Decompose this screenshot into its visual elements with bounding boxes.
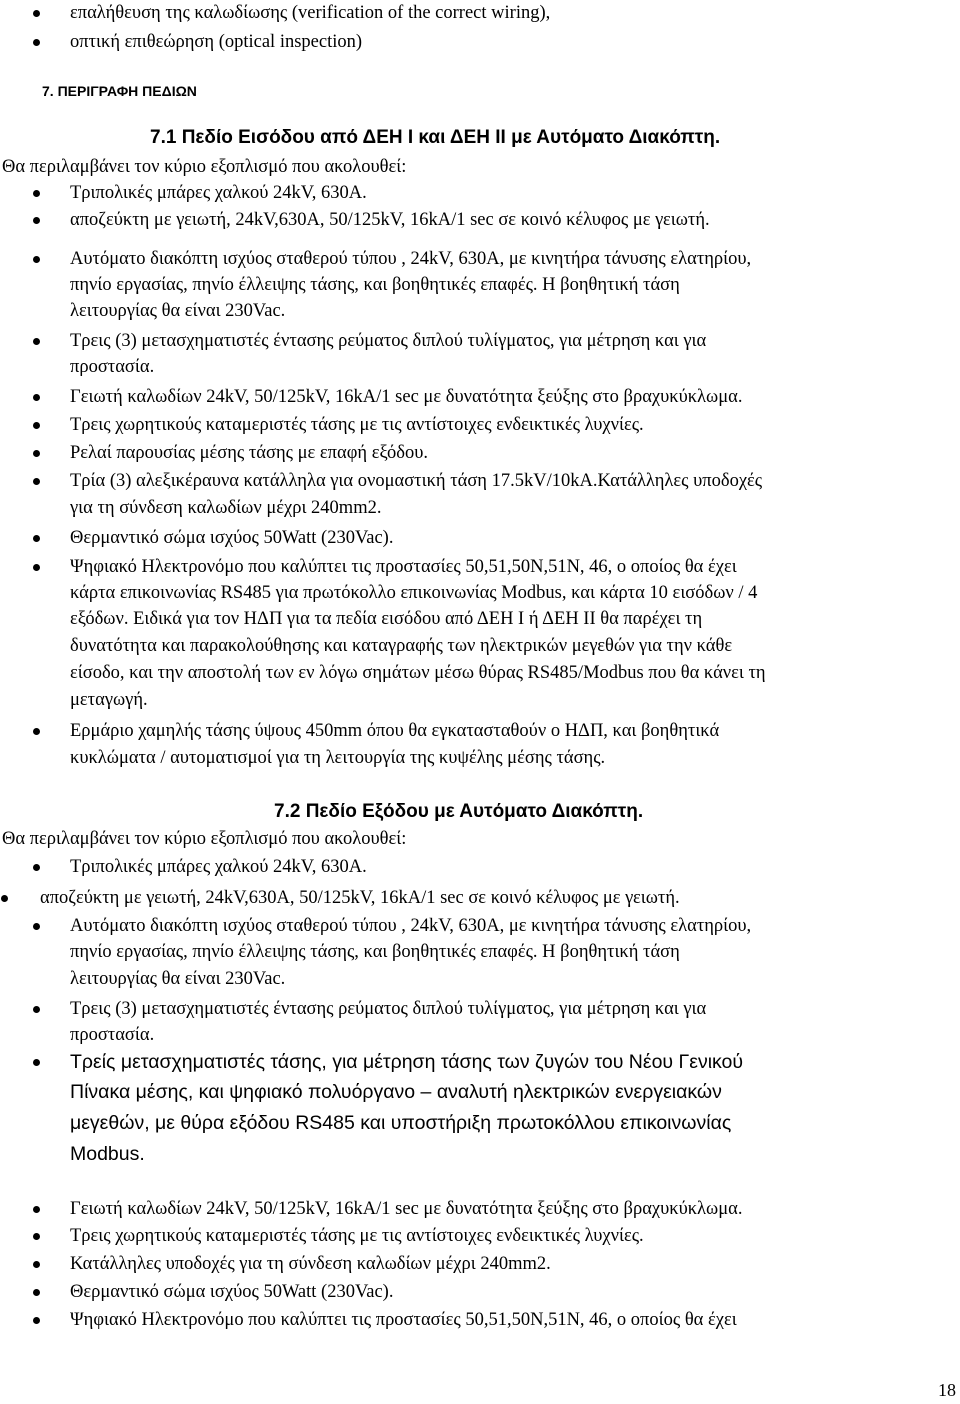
page-number: 18: [938, 1380, 956, 1400]
bullet-icon: [33, 1006, 40, 1013]
bullet-icon: [33, 39, 40, 46]
bullet-icon: [33, 864, 40, 871]
bullet-icon: [33, 923, 40, 930]
bullet-icon: [33, 394, 40, 401]
bullet-icon: [33, 478, 40, 485]
bullet-icon: [33, 422, 40, 429]
bullet-icon: [33, 564, 40, 571]
bullet-icon: [33, 1261, 40, 1268]
bullet-icon: [33, 1206, 40, 1213]
bullet-icon: [33, 1059, 40, 1066]
bullet-icon: [33, 1233, 40, 1240]
bullet-icon: [33, 10, 40, 17]
bullet-icon: [33, 338, 40, 345]
bullet-icon: [33, 190, 40, 197]
bullet-icon: [33, 1289, 40, 1296]
bullet-icon: [33, 256, 40, 263]
bullet-icon: [33, 450, 40, 457]
bullet-icon: [33, 1317, 40, 1324]
bullet-icon: [33, 535, 40, 542]
bullet-icon: [33, 217, 40, 224]
bullet-icon: [1, 895, 8, 902]
bullet-icon: [33, 728, 40, 735]
document-page: επαλήθευση της καλωδίωσης (verification of the correct wiring), οπτική επιθεώρηση (optical inspection) 7. ΠΕΡΙΓΡΑΦΗ ΠΕΔΙΩΝ 7.1 Πεδίο Εισόδου από ΔΕΗ Ι και ΔΕΗ ΙΙ με Αυτόματο Διακόπτη. Θα περιλαμβάνει τον κύριο εξοπλισμό που ακολουθεί: Τριπολικές μπάρες χαλκού 24kV, 630A. αποζεύκτη με γειωτή, 24kV,630A, 50/125kV, 16kA/1 sec σε κοινό κέλυφος με γειωτή. Αυτόματο διακόπτη ισχύος σταθερού τύπου , 24kV, 630A, με κινητήρα τάνυσης ελατηρίου, πηνίο εργασίας, πηνίο έλλειψης τάσης, και βοηθητικές επαφές. Η βοηθητική τάση λειτουργίας θα είναι 230Vac. Τρεις (3) μετασχηματιστές έντασης ρεύματος διπλού τυλίγματος, για μέτρηση και για προστασία. Γειωτή καλωδίων 24kV, 50/125kV, 16kA/1 sec με δυνατότητα ξεύξης στο βραχυκύκλωμα. Τρεις χωρητικούς καταμεριστές τάσης με τις αντίστοιχες ενδεικτικές λυχνίες. Ρελαί παρουσίας μέσης τάσης με επαφή εξόδου. Τρία (3) αλεξικέραυνα κατάλληλα για ονομαστική τάση 17.5kV/10kA.Κατάλληλες υποδοχές για τη σύνδεση καλωδίων μέχρι 240mm2. Θερμαντικό σώμα ισχύος 50Watt (230Vac). Ψηφιακό Ηλεκτρονόμο που καλύπτει τις προστασίες 50,51,50N,51N, 46, ο οποίος θα έχει κάρτα επικοινωνίας RS485 για πρωτόκολλο επικοινωνίας Modbus, και κάρτα 10 εισόδων / 4 εξόδων. Ειδικά για τον ΗΔΠ για τα πεδία εισόδου από ΔΕΗ Ι ή ΔΕΗ ΙΙ θα παρέχει τη δυνατότητα και παρακολούθησης και καταγραφής των ηλεκτρικών μεγεθών για την κάθε είσοδο, και την αποστολή των εν λόγω σημάτων μέσω θύρας RS485/Modbus που θα κάνει τη μεταγωγή. Ερμάριο χαμηλής τάσης ύψους 450mm όπου θα εγκατασταθούν ο ΗΔΠ, και βοηθητικά κυκλώματα / αυτοματισμοί για τη λειτουργία της κυψέλης μέσης τάσης. 7.2 Πεδίο Εξόδου με Αυτόματο Διακόπτη. Θα περιλαμβάνει τον κύριο εξοπλισμό που ακολουθεί: Τριπολικές μπάρες χαλκού 24kV, 630A. αποζεύκτη με γειωτή, 24kV,630A, 50/125kV, 16kA/1 sec σε κοινό κέλυφος με γειωτή. Αυτόματο διακόπτη ισχύος σταθερού τύπου , 24kV, 630A, με κινητήρα τάνυσης ελατηρίου, πηνίο εργασίας, πηνίο έλλειψης τάσης, και βοηθητικές επαφές. Η βοηθητική τάση λειτουργίας θα είναι 230Vac. Τρεις (3) μετασχηματιστές έντασης ρεύματος διπλού τυλίγματος, για μέτρηση και για προστασία. Τρείς μετασχηματιστές τάσης, για μέτρηση τάσης των ζυγών του Νέου Γενικού Πίνακα μέσης, και ψηφιακό πολυόργανο – αναλυτή ηλεκτρικών ενεργειακών μεγεθών, με θύρα εξόδου RS485 και υποστήριξη πρωτοκόλλου επικοινωνίας Modbus. Γειωτή καλωδίων 24kV, 50/125kV, 16kA/1 sec με δυνατότητα ξεύξης στο βραχυκύκλωμα. Τρεις χωρητικούς καταμεριστές τάσης με τις αντίστοιχες ενδεικτικές λυχνίες. Κατάλληλες υποδοχές για τη σύνδεση καλωδίων μέχρι 240mm2. Θερμαντικό σώμα ισχύος 50Watt (230Vac). Ψηφιακό Ηλεκτρονόμο που καλύπτει τις προστασίες 50,51,50N,51N, 46, ο οποίος θα έχει 18: [2, 3, 956, 1400]
